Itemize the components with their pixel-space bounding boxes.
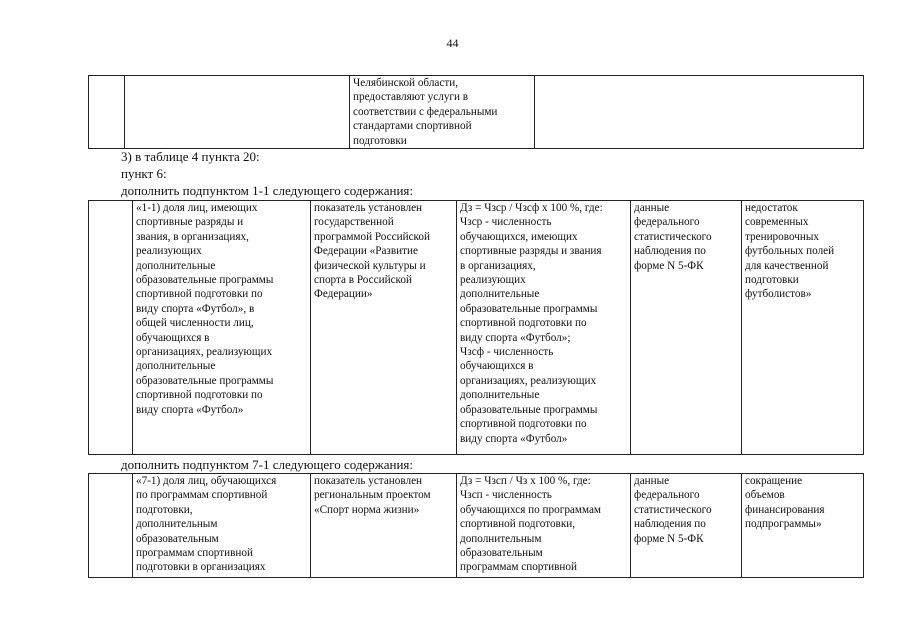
- table2-formula: Дз = Чзсп / Чз x 100 %, где: Чзсп - численность обучающихся по программам спортивной подготовки, дополнительным образовательным программам спортивной: [457, 474, 631, 578]
- table2-index-cell: [89, 474, 133, 578]
- top-table-cell-1: [125, 76, 350, 149]
- paragraph-1: 3) в таблице 4 пункта 20:: [121, 149, 260, 164]
- table2-basis: показатель установлен региональным проектом «Спорт норма жизни»: [311, 474, 457, 578]
- top-table: [88, 75, 864, 149]
- table2-indicator-name: «7-1) доля лиц, обучающихся по программам спортивной подготовки, дополнительным образовательным программам спортивной подготовки в организациях: [133, 474, 311, 578]
- top-table-cell-0: [89, 76, 125, 149]
- table1-index-cell: [89, 201, 133, 455]
- table1-source: данные федерального статистического наблюдения по форме N 5-ФК: [631, 201, 742, 455]
- table1-indicator-name: «1-1) доля лиц, имеющих спортивные разряды и звания, в организациях, реализующих дополнительные образовательные программы спортивной подготовки по виду спорта «Футбол», в общей численности лиц, обучающихся в организациях, реализующих дополнительные образовательные программы спортивной подготовки по виду спорта «Футбол»: [133, 201, 311, 455]
- table-subitem-1-1: [88, 200, 864, 455]
- table1-basis: показатель установлен государственной программой Российской Федерации «Развитие физической культуры и спорта в Российской Федерации»: [311, 201, 457, 455]
- paragraph-3: дополнить подпунктом 1-1 следующего содержания:: [121, 183, 413, 198]
- table1-formula: Дз = Чзср / Чзсф x 100 %, где: Чзср - численность обучающихся, имеющих спортивные разряды и звания в организациях, реализующих дополнительные образовательные программы спортивной подготовки по виду спорта «Футбол»; Чзсф - численность обучающихся в организациях, реализующих дополнительные образовательные программы спортивной подготовки по виду спорта «Футбол»: [457, 201, 631, 455]
- table2-factors: сокращение объемов финансирования подпрограммы»: [742, 474, 864, 578]
- table1-factors: недостаток современных тренировочных футбольных полей для качественной подготовки футболистов»: [742, 201, 864, 455]
- table2-source: данные федерального статистического наблюдения по форме N 5-ФК: [631, 474, 742, 578]
- table-subitem-7-1: [88, 473, 864, 578]
- top-table-cell-3: [535, 76, 864, 149]
- page-number: 44: [446, 36, 459, 50]
- paragraph-2: пункт 6:: [121, 166, 167, 181]
- paragraph-4: дополнить подпунктом 7-1 следующего содержания:: [121, 457, 413, 472]
- top-table-cell-text: Челябинской области, предоставляют услуги в соответствии с федеральными стандартами спортивной подготовки: [350, 76, 535, 149]
